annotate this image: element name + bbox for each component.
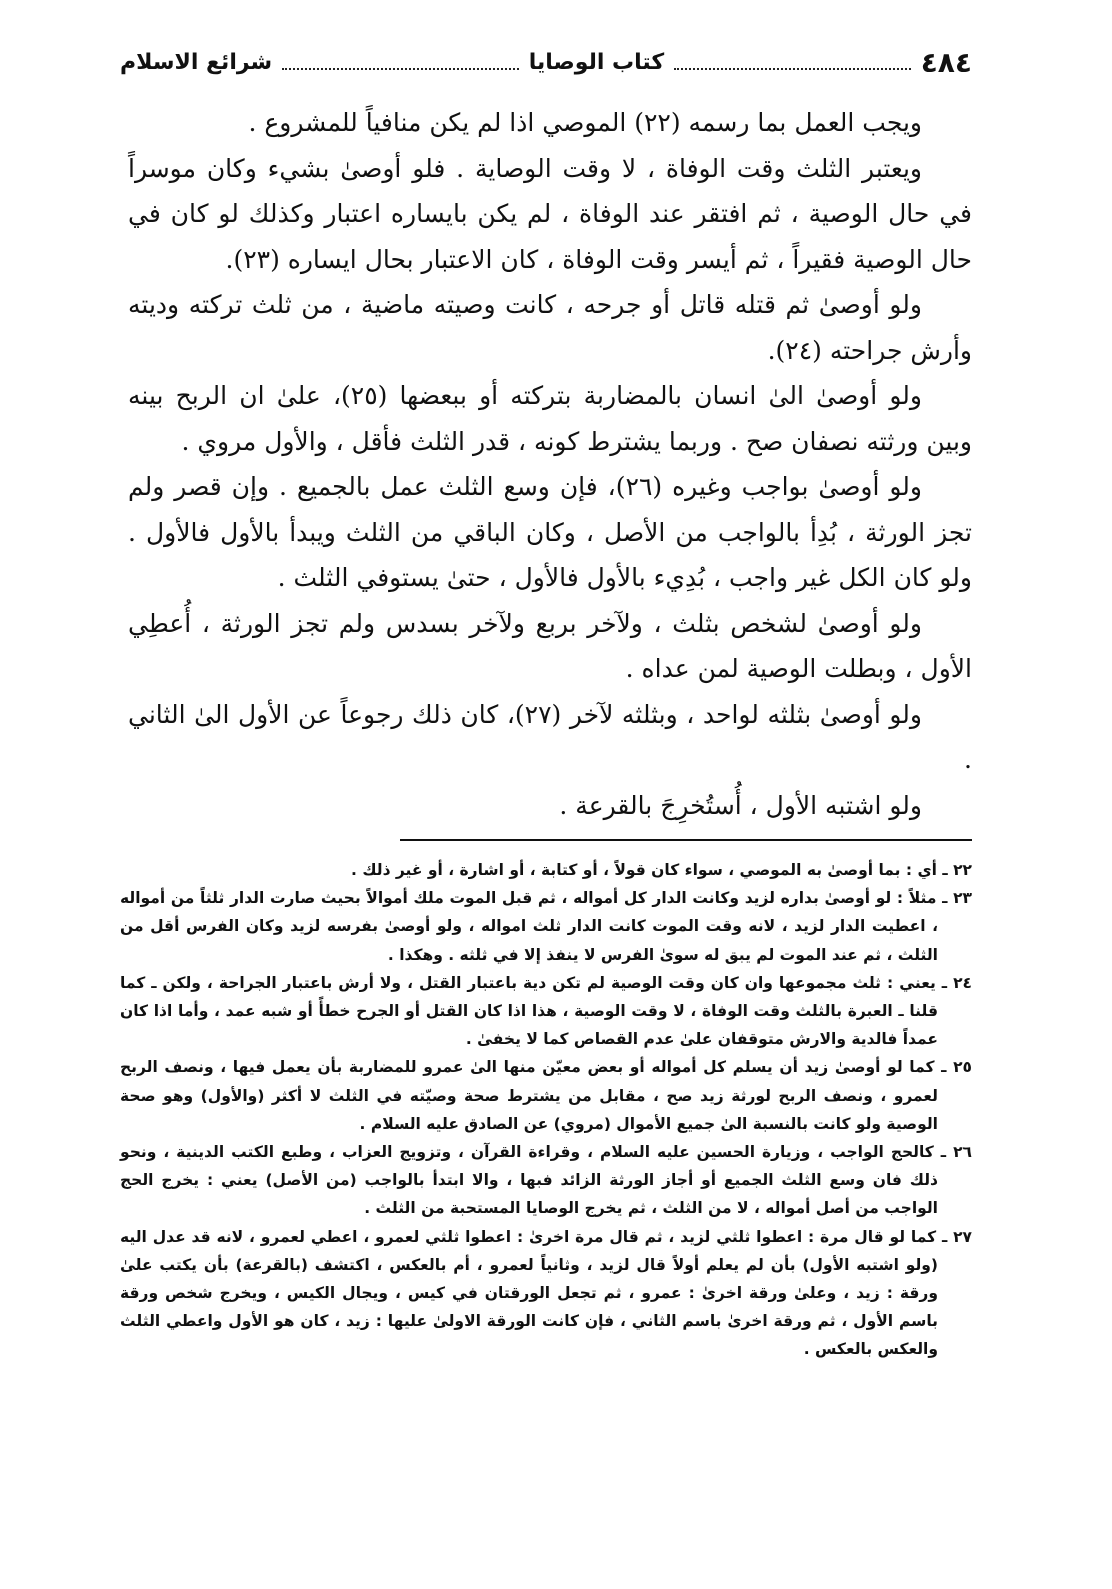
footnotes bbox=[120, 856, 972, 1364]
header-dotted-leader bbox=[282, 54, 519, 70]
page-number: ٤٨٤ bbox=[920, 45, 972, 79]
footnote-divider bbox=[400, 839, 972, 841]
main-text bbox=[128, 100, 972, 828]
footnote: ٢٦ ـ كالحج الواجب ، وزيارة الحسين عليه السلام ، وقراءة القرآن ، وتزويج العزاب ، وطبع الكتب الدينية ، ونحو ذلك فان وسع الثلث الجميع أو أجاز الورثة الزائد فبها ، والا ابتدأ بالواجب (من الأصل) يعني : يخرج الحج الواجب من أصل أمواله ، لا من الثلث ، ثم يخرج الوصايا المستحبة من الثلث . bbox=[120, 1143, 972, 1218]
main-paragraph: ولو أوصىٰ لشخص بثلث ، ولآخر بربع ولآخر بسدس ولم تجز الورثة ، أُعطِي الأول ، وبطلت الوصية لمن عداه . bbox=[128, 608, 972, 683]
page-header bbox=[120, 40, 972, 84]
main-paragraph: ولو أوصىٰ ثم قتله قاتل أو جرحه ، كانت وصيته ماضية ، من ثلث تركته وديته وأرش جراحته (٢٤). bbox=[128, 290, 972, 365]
main-paragraph: ولو اشتبه الأول ، أُستُخرِجَ بالقرعة . bbox=[559, 790, 922, 820]
main-paragraph: ويجب العمل بما رسمه (٢٢) الموصي اذا لم يكن منافياً للمشروع . bbox=[248, 108, 922, 137]
footnote: ٢٧ ـ كما لو قال مرة : اعطوا ثلثي لزيد ، ثم قال مرة اخرىٰ : اعطوا ثلثي لعمرو ، اعطي لعمرو ، لانه قد عدل اليه (ولو اشتبه الأول) بأن لم يعلم أولاً قال لزيد ، وثانياً لعمرو ، أم بالعكس ، اكتشف (بالقرعة) بأن يكتب علىٰ ورقة : زيد ، وعلىٰ ورقة اخرىٰ : عمرو ، ثم تجعل الورقتان في كيس ، ويجال الكيس ، ويخرج شخص ورقة باسم الأول ، ثم ورقة اخرىٰ باسم الثاني ، فإن كانت الورقة الاولىٰ عليها : زيد ، كان هو الأول واعطي الثلث والعكس بالعكس . bbox=[120, 1227, 972, 1359]
footnote: ٢٣ ـ مثلاً : لو أوصىٰ بداره لزيد وكانت الدار كل أمواله ، ثم قبل الموت ملك أموالاً بحيث صارت الدار ثلثاً من أمواله ، اعطيت الدار لزيد ، لانه وقت الموت كانت الدار ثلث امواله ، ولو أوصىٰ بفرسه لزيد وكان الفرس أقل من الثلث ، ثم عند الموت لم يبق له سوىٰ الفرس لا ينفذ إلا في ثلثه . وهكذا . bbox=[120, 889, 972, 964]
chapter-title: كتاب الوصايا bbox=[528, 49, 665, 75]
main-paragraph: ولو أوصىٰ بثلثه لواحد ، وبثلثه لآخر (٢٧)، كان ذلك رجوعاً عن الأول الىٰ الثاني . bbox=[128, 699, 972, 774]
book-title: شرائع الاسلام bbox=[119, 49, 273, 75]
main-paragraph: ويعتبر الثلث وقت الوفاة ، لا وقت الوصاية . فلو أوصىٰ بشيء وكان موسراً في حال الوصية ، ثم افتقر عند الوفاة ، لم يكن بايساره اعتبار وكذلك لو كان في حال الوصية فقيراً ، ثم أيسر وقت الوفاة ، كان الاعتبار بحال ايساره (٢٣). bbox=[128, 153, 972, 274]
main-paragraph: ولو أوصىٰ بواجب وغيره (٢٦)، فإن وسع الثلث عمل بالجميع . وإن قصر ولم تجز الورثة ، بُدِأ بالواجب من الأصل ، وكان الباقي من الثلث ويبدأ بالأول فالأول . ولو كان الكل غير واجب ، بُدِيء بالأول فالأول ، حتىٰ يستوفي الثلث . bbox=[128, 472, 972, 592]
footnote: ٢٢ ـ أي : بما أوصىٰ به الموصي ، سواء كان قولاً ، أو كتابة ، أو اشارة ، أو غير ذلك . bbox=[351, 861, 972, 879]
footnote: ٢٥ ـ كما لو أوصىٰ زيد أن يسلم كل أمواله أو بعض معيّن منها الىٰ عمرو للمضاربة بأن يعمل فيها ، ونصف الربح لعمرو ، ونصف الربح لورثة زيد صح ، مقابل من يشترط صحة وصيّته في الثلث لا أكثر (والأول) وهو صحة الوصية ولو كانت بالنسبة الىٰ جميع الأموال (مروي) عن الصادق عليه السلام . bbox=[120, 1058, 972, 1133]
footnote: ٢٤ ـ يعني : ثلث مجموعها وان كان وقت الوصية لم تكن دية باعتبار القتل ، ولا أرش باعتبار الجراحة ، ولكن ـ كما قلنا ـ العبرة بالثلث وقت الوفاة ، لا وقت الوصية ، هذا اذا كان القتل أو الجرح خطأً أو شبه عمد ، وأما اذا كان عمداً فالدية والارش متوقفان علىٰ عدم القصاص كما لا يخفىٰ . bbox=[120, 973, 972, 1049]
header-dotted-leader bbox=[674, 54, 911, 70]
main-paragraph: ولو أوصىٰ الىٰ انسان بالمضاربة بتركته أو ببعضها (٢٥)، علىٰ ان الربح بينه وبين ورثته نصفان صح . وربما يشترط كونه ، قدر الثلث فأقل ، والأول مروي . bbox=[128, 381, 972, 456]
